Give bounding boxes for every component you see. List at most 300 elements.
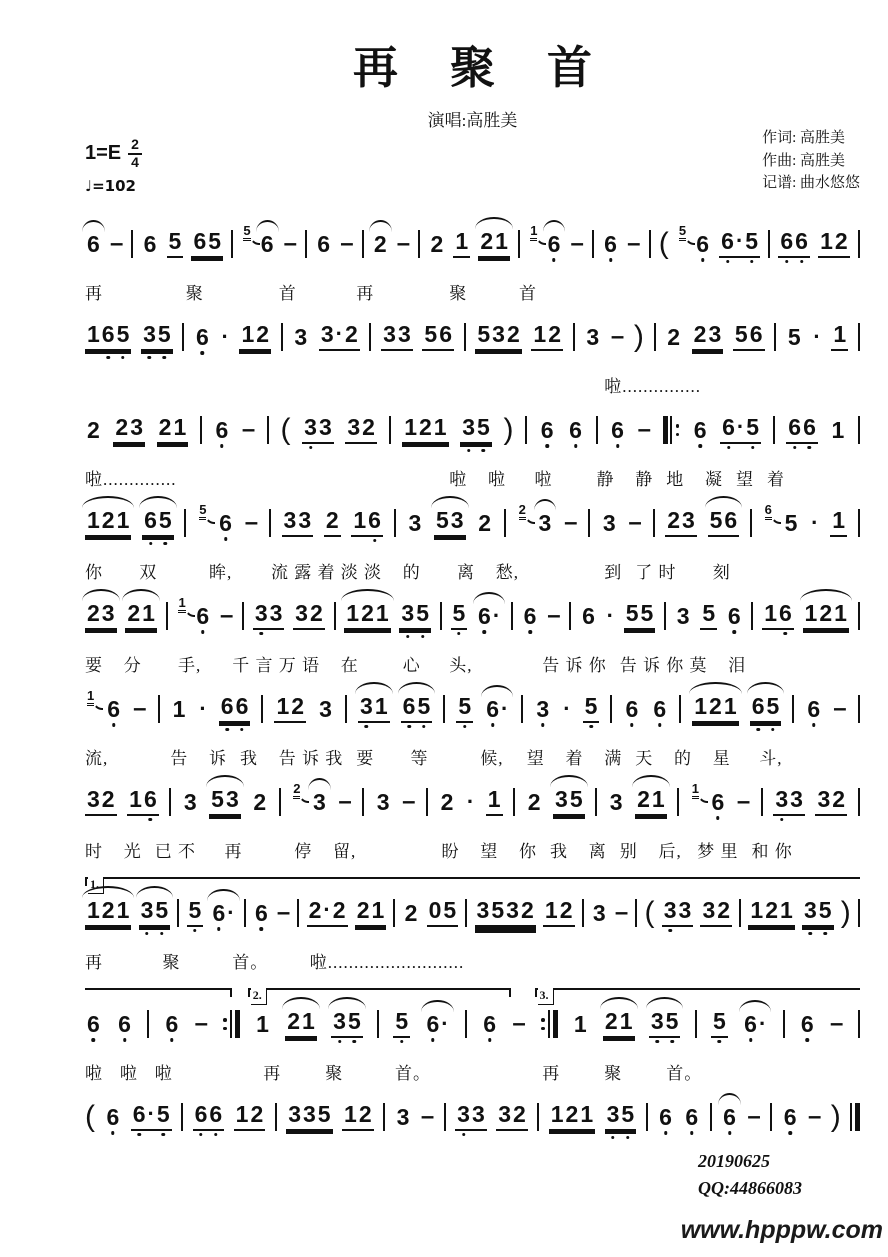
lyric-syllable: 手, (178, 656, 202, 675)
low-octave-dot (199, 1133, 203, 1137)
lyric-syllable: 你 (774, 842, 793, 861)
barline (521, 695, 523, 723)
lyric-syllable: 地 (666, 470, 685, 489)
parenthesis: ( (658, 227, 669, 260)
note-digit: 6 (749, 321, 763, 347)
lyric-syllable: 首 (278, 284, 297, 303)
low-octave-dot (726, 260, 730, 264)
barline (231, 230, 233, 258)
note-group (522, 602, 539, 629)
lyric-syllable: 言 (255, 656, 274, 675)
music-system-4 (85, 500, 860, 582)
barline (393, 899, 395, 927)
barline (537, 1103, 539, 1131)
lyric-syllable: 等 (410, 749, 429, 768)
lyric-line (85, 837, 860, 861)
dash: – (194, 1010, 208, 1037)
note-group (657, 1103, 674, 1130)
low-octave-dot (224, 537, 228, 541)
note-group (85, 788, 117, 816)
credit-composer: 作曲: 高胜美 (762, 152, 845, 169)
volta-bracket (248, 988, 512, 1002)
low-octave-dot (609, 258, 613, 262)
note-group (131, 1103, 172, 1131)
note-group (402, 416, 448, 444)
note-digit: 1 (834, 600, 847, 626)
lyric-syllable: 到 (604, 563, 623, 582)
credit-lyricist: 作词: 高胜美 (762, 130, 845, 146)
barline (858, 1010, 860, 1038)
note-digit: 3 (471, 1101, 485, 1127)
low-octave-dot (162, 1133, 166, 1137)
note-digit: 3 (269, 600, 283, 626)
note-digit: 3 (359, 695, 374, 718)
barline (444, 1103, 446, 1131)
grace-note: 6 (765, 503, 772, 520)
credits-block (762, 127, 860, 195)
note-group (665, 509, 697, 537)
slur-arc (308, 778, 331, 790)
note-group (164, 1010, 181, 1037)
low-octave-dot (771, 728, 775, 732)
barline (394, 509, 396, 537)
dash: – (244, 509, 259, 536)
note-digit: 3 (397, 321, 411, 347)
lyric-syllable: 首。 (395, 1064, 431, 1083)
note-digit: 6 (165, 1013, 180, 1036)
note-digit: 1 (172, 695, 186, 722)
note-digit: 2 (667, 507, 681, 533)
music-system-2 (85, 314, 860, 396)
low-octave-dot (727, 446, 731, 450)
augmentation-dot: · (441, 1010, 449, 1036)
note-digit: 6 (194, 1103, 209, 1126)
lyric-syllable: 望 (526, 749, 545, 768)
low-octave-dot (630, 723, 634, 727)
lyric-syllable: 啦 (449, 470, 468, 489)
barline (739, 899, 741, 927)
barline (710, 1103, 712, 1131)
note-group (662, 899, 694, 927)
note-digit: 3 (606, 1103, 621, 1126)
note-group (113, 416, 145, 444)
barline (464, 323, 466, 351)
note-digit: 5 (416, 695, 431, 718)
note-group (815, 788, 847, 816)
low-octave-dot (541, 723, 545, 727)
note-group (302, 416, 334, 444)
parenthesis: ) (633, 320, 644, 353)
note-digit: 5 (347, 1010, 362, 1033)
note-digit: 2 (250, 1101, 264, 1127)
credit-transcriber: 记谱: 曲水悠悠 (762, 175, 860, 191)
barline (679, 695, 681, 723)
grace-note: 5 (243, 224, 250, 241)
note-digit: 6 (254, 902, 269, 925)
note-group (422, 323, 454, 351)
lyric-syllable: 天 (635, 749, 654, 768)
note-digit: 2 (717, 897, 731, 923)
note-digit: 6 (568, 419, 583, 442)
note-digit: 2 (158, 414, 172, 440)
low-octave-dot (201, 351, 205, 355)
dash: – (747, 1103, 761, 1130)
note-digit: 6 (195, 605, 210, 628)
notation-line (85, 314, 860, 360)
augmentation-dot: · (335, 321, 343, 346)
lyric-syllable: 后, (658, 842, 682, 861)
note-digit: 6 (87, 230, 100, 257)
note-group (311, 788, 328, 815)
augmentation-dot: · (813, 324, 821, 349)
note-group (139, 899, 171, 927)
lyric-syllable: 留, (333, 842, 357, 861)
note-digit: 6 (806, 698, 821, 721)
note-group (274, 695, 306, 723)
lyric-syllable: 告 (278, 749, 297, 768)
note-digit: 6 (751, 695, 766, 718)
notation-line (85, 500, 860, 546)
grace-note: 2 (519, 503, 526, 520)
lyric-syllable: 首。 (232, 953, 269, 972)
note-group (534, 695, 551, 722)
note-group (803, 602, 849, 630)
note-digit: 2 (127, 600, 141, 626)
note-group (710, 788, 727, 815)
note-digit: 3 (803, 899, 818, 922)
note-group (191, 230, 223, 258)
barline (200, 416, 202, 444)
lyric-line (85, 1059, 860, 1083)
barline (275, 1103, 277, 1131)
note-digit: 5 (784, 509, 798, 536)
note-digit: 1 (433, 414, 447, 440)
notation-line (85, 407, 860, 453)
note-digit: 6 (367, 509, 382, 532)
barline (504, 509, 506, 537)
note-group (665, 323, 682, 350)
note-group (427, 899, 459, 927)
grace-note: 2 (293, 782, 300, 799)
music-system-8 (85, 872, 860, 972)
lyric-syllable: 你 (85, 563, 103, 582)
note-group (142, 230, 159, 257)
lyric-line (85, 744, 860, 768)
notation-line (85, 1094, 860, 1140)
note-group (403, 899, 420, 926)
lyric-syllable: 心 (402, 656, 421, 675)
barline (858, 602, 860, 630)
note-group (355, 899, 387, 927)
lyric-syllable: 再 (542, 1064, 561, 1083)
note-digit: 6 (218, 512, 233, 535)
dash: – (614, 899, 629, 926)
note-group (460, 416, 492, 444)
note-group (708, 509, 740, 537)
dash: – (637, 416, 651, 443)
note-digit: 3 (295, 600, 308, 626)
barline (610, 695, 612, 723)
note-group (748, 899, 794, 927)
note-digit: 3 (592, 899, 606, 926)
note-group (259, 230, 276, 257)
note-digit: 6 (425, 1013, 440, 1036)
low-octave-dot (467, 449, 471, 453)
note-digit: 1 (344, 1101, 357, 1127)
note-group (194, 323, 211, 350)
notation-line (85, 221, 860, 267)
note-group (486, 788, 503, 816)
note-group (439, 788, 456, 815)
note-digit: 6 (143, 788, 158, 811)
low-octave-dot (92, 1038, 96, 1042)
note-group (624, 695, 641, 722)
tempo-marking: ♩=102 (85, 177, 136, 195)
barline (305, 230, 307, 258)
note-digit: 1 (116, 897, 130, 923)
lyric-syllable: 语 (302, 656, 320, 675)
note-digit: 6 (402, 695, 417, 718)
barline (383, 1103, 385, 1131)
augmentation-dot: · (466, 789, 475, 814)
lyric-line (85, 948, 860, 972)
volta-label: 1. (88, 877, 104, 894)
dash: – (807, 1103, 822, 1130)
note-digit: 3 (87, 786, 100, 812)
barline (261, 695, 263, 723)
barline (761, 788, 763, 816)
notation-line (85, 890, 860, 936)
note-digit: 6 (477, 605, 492, 628)
barline (773, 416, 775, 444)
site-watermark: www.hpppw.com (680, 1216, 883, 1244)
note-digit: 3 (101, 600, 115, 626)
lyric-syllable: 要 (85, 656, 103, 675)
note-group (253, 899, 270, 926)
grace-note: 1 (530, 224, 537, 241)
low-octave-dot (780, 818, 784, 822)
volta-row (85, 983, 860, 1001)
note-digit: 2 (693, 321, 707, 347)
music-system-1 (85, 221, 860, 303)
lyric-syllable: 候, (480, 749, 504, 768)
note-group (580, 602, 597, 629)
note-digit: 6 (143, 230, 157, 257)
note-group (802, 899, 834, 927)
note-digit: 2 (709, 693, 722, 719)
note-digit: 5 (491, 897, 505, 923)
lyric-syllable: 再 (356, 284, 375, 303)
note-group (331, 1010, 363, 1038)
lyric-syllable: 莫 (689, 656, 708, 675)
low-octave-dot (214, 1133, 218, 1137)
barline (654, 323, 656, 351)
final-barline (850, 1103, 860, 1131)
note-digit: 3 (288, 1101, 301, 1127)
note-group (85, 509, 131, 537)
low-octave-dot (793, 446, 797, 450)
note-group (317, 695, 334, 722)
note-digit: 5 (702, 600, 716, 626)
augmentation-dot: · (563, 696, 571, 721)
note-digit: 3 (774, 788, 789, 811)
notation-line (85, 593, 860, 639)
note-digit: 1 (487, 786, 501, 812)
augmentation-dot: · (736, 414, 745, 439)
dash: – (570, 230, 584, 257)
note-digit: 6 (317, 230, 331, 257)
note-digit: 5 (734, 321, 748, 347)
note-group (726, 602, 743, 629)
lyric-syllable: 满 (604, 749, 623, 768)
lyric-syllable: 要 (356, 749, 375, 768)
note-digit: 6 (658, 1106, 673, 1129)
augmentation-dot: · (492, 602, 501, 628)
lyric-syllable: 不 (178, 842, 196, 861)
note-digit: 1 (142, 600, 155, 626)
time-denominator: 4 (131, 154, 139, 171)
note-digit: 1 (580, 1101, 594, 1127)
note-digit: 6 (779, 230, 794, 253)
barline (177, 899, 179, 927)
note-group (209, 788, 241, 816)
barline (269, 509, 271, 537)
note-digit: 5 (569, 786, 583, 812)
augmentation-dot: · (500, 695, 509, 721)
note-digit: 6 (193, 228, 207, 254)
low-octave-dot (112, 723, 116, 727)
augmentation-dot: · (199, 696, 207, 721)
note-digit: 1 (533, 321, 547, 347)
barline (465, 1010, 467, 1038)
note-digit: 1 (87, 321, 100, 347)
low-octave-dot (483, 630, 487, 634)
note-digit: 6 (260, 230, 274, 257)
note-group (142, 509, 174, 537)
low-octave-dot (733, 630, 737, 634)
note-digit: 5 (154, 899, 169, 922)
note-digit: 2 (87, 416, 100, 443)
augmentation-dot: · (606, 603, 614, 628)
dash: – (736, 788, 751, 815)
barline (369, 323, 371, 351)
low-octave-dot (784, 632, 788, 636)
note-digit: 1 (374, 693, 388, 719)
lyric-syllable: 着 (317, 563, 336, 582)
note-digit: 3 (663, 899, 678, 922)
note-digit: 6 (743, 1013, 758, 1036)
lyric-syllable: 时 (658, 563, 677, 582)
note-group (375, 788, 392, 815)
barline (443, 695, 445, 723)
note-group (651, 695, 668, 722)
note-digit: 6 (794, 230, 809, 253)
score (85, 221, 860, 1140)
barline (582, 899, 584, 927)
lyric-syllable: 露 (294, 563, 313, 582)
note-digit: 2 (115, 414, 129, 440)
note-digit: 2 (765, 897, 778, 923)
note-digit: 3 (400, 602, 415, 625)
low-octave-dot (170, 1038, 174, 1042)
dash: – (219, 602, 234, 629)
note-digit: 2 (834, 228, 848, 254)
note-digit: 3 (602, 509, 616, 536)
note-digit: 6 (235, 695, 250, 718)
low-octave-dot (701, 258, 705, 262)
barline (440, 602, 442, 630)
note-digit: 3 (142, 323, 157, 346)
dash: – (564, 509, 578, 536)
augmentation-dot: · (323, 897, 331, 922)
low-octave-dot (668, 929, 672, 933)
note-digit: 6 (106, 698, 121, 721)
lyric-syllable: 望 (736, 470, 754, 489)
page-title (85, 43, 860, 93)
note-group (692, 323, 724, 351)
note-digit: 5 (157, 323, 172, 346)
lyric-syllable: 聚 (185, 284, 204, 303)
repeat-end-barline (540, 1010, 558, 1038)
note-digit: 3 (347, 414, 361, 440)
note-digit: 1 (573, 1010, 587, 1037)
note-digit: 3 (498, 1101, 511, 1127)
note-digit: 5 (787, 323, 801, 350)
low-octave-dot (160, 932, 164, 936)
note-digit: 3 (302, 1101, 316, 1127)
note-digit: 1 (353, 507, 367, 533)
note-group (358, 695, 390, 723)
note-digit: 3 (383, 321, 396, 347)
note-digit: 6 (693, 419, 708, 442)
note-digit: 6 (208, 1103, 223, 1126)
note-digit: 6 (547, 233, 562, 256)
note-group (182, 788, 199, 815)
lyric-syllable: 望 (480, 842, 499, 861)
note-group (315, 230, 332, 257)
slur-arc (473, 592, 505, 604)
lyric-syllable: 里 (720, 842, 739, 861)
dash: – (627, 230, 641, 257)
note-digit: 1 (833, 321, 847, 347)
volta-bracket (85, 877, 860, 891)
lyric-syllable: 聚 (325, 1064, 344, 1083)
parenthesis: ) (840, 896, 851, 929)
note-group (116, 1010, 133, 1037)
note-group (675, 602, 692, 629)
note-group (742, 1010, 768, 1037)
note-group (217, 509, 234, 536)
note-digit: 2 (287, 1008, 301, 1034)
barline (279, 788, 281, 816)
note-group (187, 899, 204, 927)
low-octave-dot (220, 444, 224, 448)
note-digit: 6 (101, 323, 116, 346)
low-octave-dot (163, 356, 167, 360)
note-digit: 6 (800, 1013, 815, 1036)
lyric-syllable: 淡 (364, 563, 382, 582)
low-octave-dot (545, 444, 549, 448)
parenthesis: ) (830, 1100, 841, 1133)
note-group (635, 788, 667, 816)
note-digit: 2 (256, 321, 270, 347)
lyric-syllable: 在 (340, 656, 359, 675)
note-digit: 1 (694, 693, 708, 719)
low-octave-dot (698, 444, 702, 448)
note-group (85, 1010, 102, 1037)
note-group (395, 1103, 412, 1130)
low-octave-dot (670, 1040, 674, 1044)
